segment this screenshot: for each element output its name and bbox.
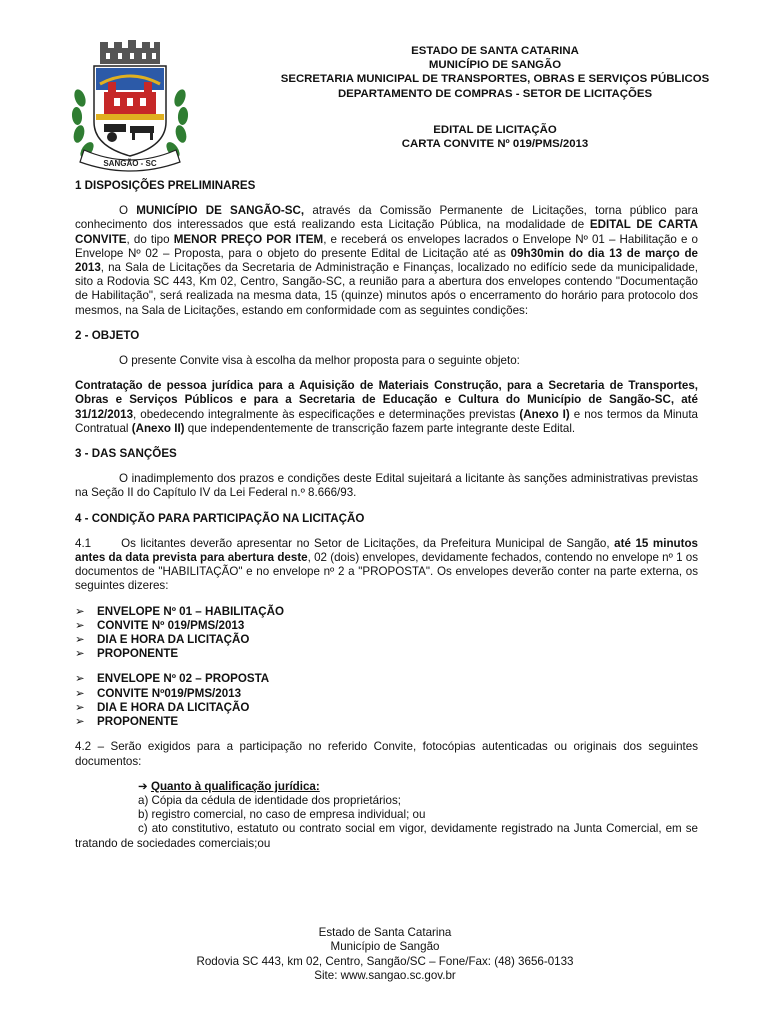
list-item-text: ENVELOPE Nº 02 – PROPOSTA [97, 672, 270, 686]
page-footer [150, 926, 620, 983]
text-run: , e receberá os envelopes lacrados o Envelope Nº 01 – Habilitação e o Envelope Nº 02 – Proposta, para o objeto do presente Edital de Licitação até as [75, 232, 698, 260]
arrow-bullet-icon: ➢ [75, 700, 85, 714]
text-run: , obedecendo integralmente às especificações e determinações previstas [133, 407, 520, 421]
footer-site: Site: www.sangao.sc.gov.br [314, 968, 456, 982]
header-secretariat: SECRETARIA MUNICIPAL DE TRANSPORTES, OBRAS E SERVIÇOS PÚBLICOS [280, 73, 710, 86]
footer-municipality: Município de Sangão [330, 940, 440, 954]
arrow-bullet-icon: ➢ [75, 715, 85, 729]
section-4-2-paragraph: 4.2 – Serão exigidos para a participação no referido Convite, fotocópias autenticadas ou originais dos seguintes documentos: [75, 740, 698, 768]
section-2-intro: O presente Convite visa à escolha da melhor proposta para o seguinte objeto: [119, 354, 520, 368]
qualification-title: Quanto à qualificação jurídica: [150, 779, 320, 793]
text-run: através da Comissão Permanente de Licitações, torna público para conhecimento dos interessados que está realizando esta Licitação Pública, na modalidade de [75, 204, 698, 232]
list-item-text: CONVITE Nº019/PMS/2013 [97, 686, 242, 700]
letterhead [230, 44, 760, 101]
bold-run: até 15 minutos antes da data prevista para abertura deste [75, 536, 698, 565]
text-run: , na Sala de Licitações da Secretaria de Administração e Finanças, localizado no edifício sede da municipalidade, sito a Rodovia SC 443, Km 02, Centro, Sangão-SC, a reunião para a abertura dos envelopes contendo "Documentação de Habilitação", será realizada na mesma data, 15 (quinze) minutos após o encerramento do horário para protocolo dos mesmos, na Sala de Licitações, estando em conformidade com as seguintes condições: [75, 261, 698, 317]
bold-run: MUNICÍPIO DE SANGÃO-SC, [136, 204, 305, 218]
text-run: O [119, 204, 137, 218]
list-item [75, 619, 698, 633]
footer-state: Estado de Santa Catarina [318, 926, 452, 939]
municipal-crest-icon [70, 38, 190, 178]
text-run: que independentemente de transcrição fazem parte integrante deste Edital. [184, 421, 576, 435]
section-2-object [75, 379, 698, 436]
qualification-item-c: c) ato constitutivo, estatuto ou contrato social em vigor, devidamente registrado na Junta Comercial, em se tratando de sociedades comerciais;ou [75, 822, 698, 850]
text-run: Os licitantes deverão apresentar no Setor de Licitações, da Prefeitura Municipal de Sangão, [121, 536, 615, 550]
list-item-text: PROPONENTE [97, 715, 179, 729]
header-municipality: MUNICÍPIO DE SANGÃO [428, 59, 562, 72]
arrow-bullet-icon: ➢ [75, 618, 85, 632]
envelope-2-list [75, 672, 698, 729]
list-item [75, 633, 698, 647]
header-state: ESTADO DE SANTA CATARINA [411, 45, 579, 57]
envelope-1-list [75, 605, 698, 662]
list-item [75, 672, 698, 686]
qualification-block [75, 780, 698, 851]
arrow-bullet-icon: ➢ [75, 672, 85, 686]
crest-ribbon-text: SANGÃO - SC [103, 159, 157, 168]
right-arrow-icon: ➔ [138, 779, 148, 793]
footer-address: Rodovia SC 443, km 02, Centro, Sangão/SC – Fone/Fax: (48) 3656-0133 [196, 954, 574, 968]
list-item-text: PROPONENTE [97, 647, 179, 661]
document-title [230, 123, 760, 151]
section-3-heading: 3 - DAS SANÇÕES [75, 447, 177, 461]
list-item [75, 715, 698, 729]
text-run: , do tipo [126, 232, 174, 246]
list-item-text: ENVELOPE Nº 01 – HABILITAÇÃO [97, 604, 284, 618]
bold-run: (Anexo I) [519, 407, 570, 421]
list-item [75, 647, 698, 661]
arrow-bullet-icon: ➢ [75, 633, 85, 647]
list-item [75, 687, 698, 701]
header-department: DEPARTAMENTO DE COMPRAS - SETOR DE LICITAÇÕES [337, 87, 653, 100]
list-item-text: DIA E HORA DA LICITAÇÃO [97, 700, 250, 714]
bold-run: EDITAL DE CARTA CONVITE [75, 218, 698, 246]
list-item [75, 605, 698, 619]
list-item-text: CONVITE Nº 019/PMS/2013 [97, 618, 245, 632]
bold-run: Contratação de pessoa jurídica para a Aquisição de Materiais Construção, para a Secretaria de Transportes, Obras e Serviços Públicos e para a Secretaria de Educação e Cultura do Município de Sangão-SC, até 31/12/2013 [75, 379, 698, 421]
list-item [75, 701, 698, 715]
arrow-bullet-icon: ➢ [75, 686, 85, 700]
section-3-paragraph: O inadimplemento dos prazos e condições deste Edital sujeitará a licitante às sanções administrativas previstas na Seção II do Capítulo IV da Lei Federal n.º 8.666/93. [75, 472, 698, 500]
bold-run: (Anexo II) [131, 421, 185, 435]
convite-number: CARTA CONVITE Nº 019/PMS/2013 [401, 138, 589, 151]
arrow-bullet-icon: ➢ [75, 647, 85, 661]
text-run: , 02 (dois) envelopes, devidamente fechados, contendo no envelope nº 1 os documentos de "HABILITAÇÃO" e no envelope nº 2 a "PROPOSTA". Os envelopes deverão conter na parte externa, os seguintes dizeres: [75, 551, 698, 593]
edital-title: EDITAL DE LICITAÇÃO [433, 124, 557, 136]
section-4-heading: 4 - CONDIÇÃO PARA PARTICIPAÇÃO NA LICITAÇÃO [75, 511, 365, 525]
section-2-heading: 2 - OBJETO [75, 328, 140, 342]
bold-run: MENOR PREÇO POR ITEM [173, 232, 324, 246]
list-item-text: DIA E HORA DA LICITAÇÃO [97, 633, 250, 647]
section-1-paragraph [75, 204, 698, 318]
clause-number: 4.1 [75, 536, 92, 550]
qualification-heading [138, 780, 698, 794]
section-4-1-paragraph [75, 537, 698, 594]
arrow-bullet-icon: ➢ [75, 604, 85, 618]
qualification-item-b: b) registro comercial, no caso de empresa individual; ou [138, 808, 426, 822]
section-1-heading: 1 DISPOSIÇÕES PRELIMINARES [75, 179, 256, 192]
bold-run: 09h30min do dia 13 de março de 2013 [75, 246, 698, 275]
document-body [75, 179, 698, 851]
qualification-item-a: a) Cópia da cédula de identidade dos proprietários; [138, 793, 401, 807]
text-run: e nos termos da Minuta Contratual [75, 407, 698, 435]
